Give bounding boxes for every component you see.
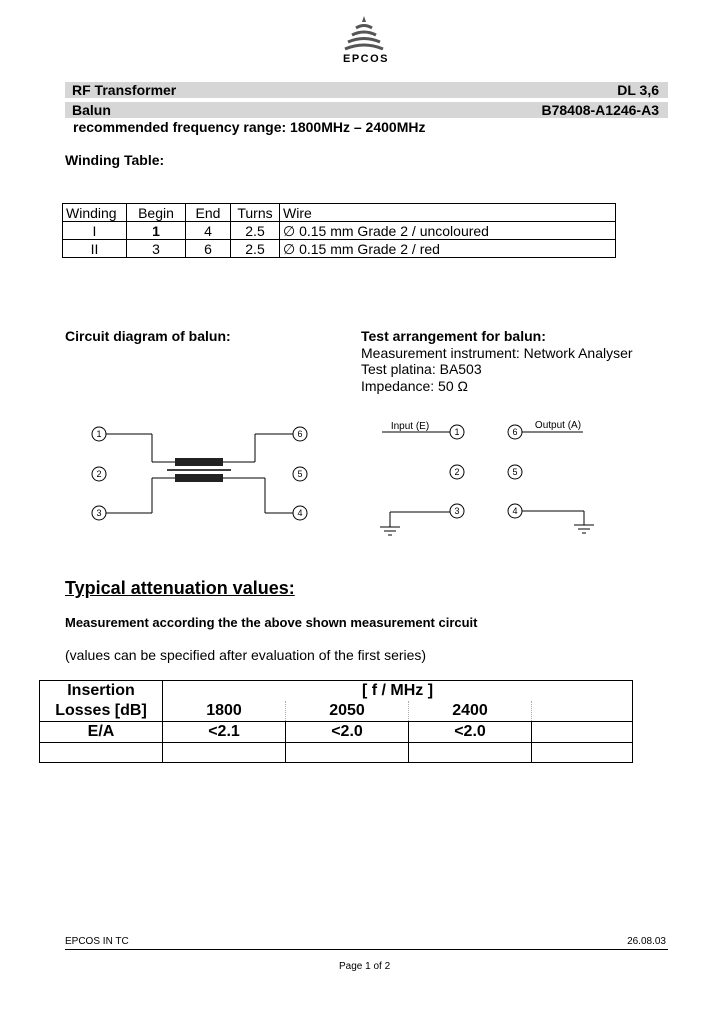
test-arrangement-diagram — [375, 415, 605, 540]
pin-2: 2 — [96, 469, 102, 479]
value-2400: <2.0 — [409, 722, 532, 743]
winding-header-row — [63, 204, 616, 222]
test-pin-6: 6 — [512, 427, 518, 437]
header-bar-2 — [65, 102, 668, 118]
table-row — [40, 681, 633, 702]
attenuation-table — [39, 680, 633, 763]
cell — [163, 743, 286, 763]
input-label: Input (E) — [390, 421, 430, 432]
cell — [532, 743, 633, 763]
balun-circuit-diagram — [85, 422, 315, 526]
attenuation-note: (values can be specified after evaluation of the first series) — [65, 647, 427, 663]
product-name: Balun — [72, 102, 111, 118]
cell: 2.5 — [231, 240, 280, 258]
header-bar-1 — [65, 82, 668, 98]
pin-6: 6 — [297, 429, 303, 439]
attenuation-title: Typical attenuation values: — [65, 578, 295, 598]
test-title: Test arrangement for balun: — [361, 328, 546, 344]
test-instrument: Measurement instrument: Network Analyser — [361, 345, 633, 361]
pin-5: 5 — [297, 469, 303, 479]
cell — [40, 743, 163, 763]
frequency-range: recommended frequency range: 1800MHz – 2400MHz — [73, 119, 426, 135]
footer-divider — [65, 949, 668, 950]
test-impedance: Impedance: 50 Ω — [361, 378, 468, 394]
header-line-2: Losses [dB] — [55, 702, 147, 719]
cell: 1 — [127, 222, 186, 240]
cell — [286, 743, 409, 763]
col-wire: Wire — [280, 204, 616, 222]
cell: 6 — [186, 240, 231, 258]
circuit-title: Circuit diagram of balun: — [65, 328, 231, 344]
epcos-logo-icon — [343, 14, 385, 52]
test-pin-2: 2 — [454, 467, 460, 477]
insertion-losses-header — [40, 681, 163, 722]
cell: ∅ 0.15 mm Grade 2 / uncoloured — [280, 222, 616, 240]
product-type: RF Transformer — [72, 82, 177, 98]
freq-header: [ f / MHz ] — [163, 681, 633, 702]
test-platina: Test platina: BA503 — [361, 361, 482, 377]
cell — [409, 743, 532, 763]
table-row — [63, 222, 616, 240]
freq-1800: 1800 — [163, 701, 286, 722]
pin-3: 3 — [96, 508, 102, 518]
col-turns: Turns — [231, 204, 280, 222]
freq-empty — [532, 701, 633, 722]
table-row — [40, 743, 633, 763]
pin-1: 1 — [96, 429, 102, 439]
value-2050: <2.0 — [286, 722, 409, 743]
part-number: B78408-A1246-A3 — [541, 102, 659, 118]
output-label: Output (A) — [534, 420, 582, 431]
table-row — [63, 240, 616, 258]
product-code: DL 3,6 — [617, 82, 659, 98]
test-pin-5: 5 — [512, 467, 518, 477]
test-pin-4: 4 — [512, 506, 518, 516]
cell: 4 — [186, 222, 231, 240]
freq-2050: 2050 — [286, 701, 409, 722]
col-winding: Winding — [63, 204, 127, 222]
cell: ∅ 0.15 mm Grade 2 / red — [280, 240, 616, 258]
brand-name: EPCOS — [343, 53, 390, 65]
row-label-ea: E/A — [40, 722, 163, 743]
col-begin: Begin — [127, 204, 186, 222]
attenuation-subtitle: Measurement according the the above shown measurement circuit — [65, 615, 478, 630]
test-pin-1: 1 — [454, 427, 460, 437]
cell: 2.5 — [231, 222, 280, 240]
cell: I — [63, 222, 127, 240]
winding-table — [62, 203, 616, 258]
core-upper — [175, 458, 223, 466]
freq-2400: 2400 — [409, 701, 532, 722]
value-1800: <2.1 — [163, 722, 286, 743]
value-empty — [532, 722, 633, 743]
header-line-1: Insertion — [67, 682, 135, 699]
page-number: Page 1 of 2 — [339, 961, 391, 972]
test-pin-3: 3 — [454, 506, 460, 516]
table-row — [40, 722, 633, 743]
footer-left: EPCOS IN TC — [65, 936, 129, 947]
pin-4: 4 — [297, 508, 303, 518]
cell: 3 — [127, 240, 186, 258]
cell: II — [63, 240, 127, 258]
winding-title: Winding Table: — [65, 152, 165, 168]
col-end: End — [186, 204, 231, 222]
core-lower — [175, 474, 223, 482]
footer-date: 26.08.03 — [627, 936, 666, 947]
